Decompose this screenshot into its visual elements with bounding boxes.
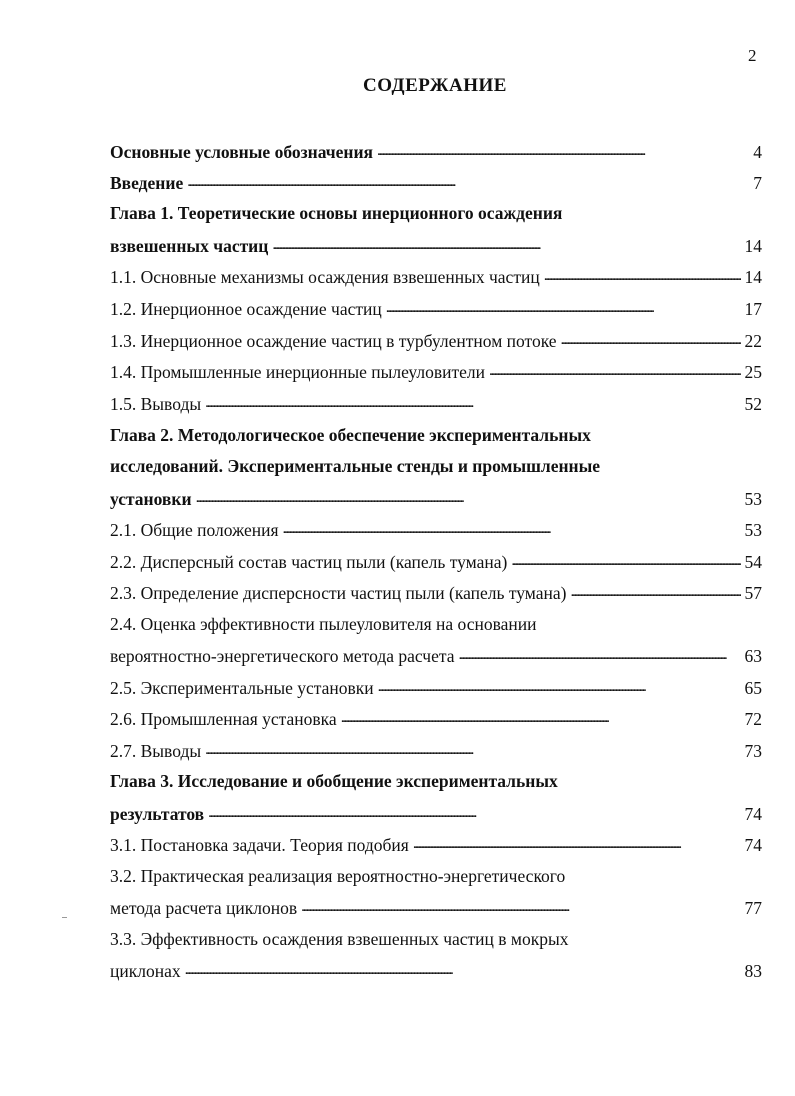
toc-entry-page: 7 [753, 173, 762, 193]
toc-entry-title: 2.7. Выводы [110, 741, 202, 761]
toc-leader-dots [561, 327, 741, 347]
toc-leader-dots [377, 138, 749, 158]
toc-entry-page: 14 [744, 236, 762, 256]
toc-entry-title: Глава 2. Методологическое обеспечение экспериментальных [110, 425, 591, 445]
toc-entry-page: 77 [744, 898, 762, 918]
toc-entry-page: 53 [744, 489, 762, 509]
toc-leader-dots [301, 894, 740, 914]
toc-entry-title: 1.2. Инерционное осаждение частиц [110, 299, 382, 319]
toc-entry-title: 1.5. Выводы [110, 394, 202, 414]
toc-entry-page: 52 [744, 394, 762, 414]
toc-entry-title: 2.2. Дисперсный состав частиц пыли (капель тумана) [110, 552, 508, 572]
toc-entry [110, 548, 762, 574]
toc-entry-page: 17 [744, 299, 762, 319]
toc-entry-page: 14 [744, 267, 762, 287]
toc-entry-title: исследований. Экспериментальные стенды и промышленные [110, 456, 601, 476]
toc-leader-dots [511, 548, 740, 568]
toc-entry-page: 73 [744, 741, 762, 761]
toc-entry-title: Введение [110, 173, 184, 193]
toc-entry-title: результатов [110, 804, 205, 824]
toc-entry-title: 2.5. Экспериментальные установки [110, 678, 374, 698]
toc-entry [110, 957, 762, 983]
toc-leader-dots [187, 169, 749, 189]
toc-entry-title: 1.1. Основные механизмы осаждения взвешенных частиц [110, 267, 540, 287]
toc-entry [110, 263, 762, 289]
toc-entry [110, 894, 762, 920]
toc-leader-dots [386, 295, 741, 315]
toc-entry [110, 516, 762, 542]
toc-entry [110, 327, 762, 353]
toc-entry-title: 3.1. Постановка задачи. Теория подобия [110, 835, 409, 855]
toc-entry [110, 358, 762, 384]
toc-entry-page: 25 [744, 362, 762, 382]
toc-entry [110, 200, 762, 226]
toc-leader-dots [378, 674, 741, 694]
toc-entry [110, 642, 762, 668]
toc-entry [110, 138, 762, 164]
toc-entry [110, 485, 762, 511]
toc-entry-page: 4 [753, 142, 762, 162]
toc-entry-title: 3.3. Эффективность осаждения взвешенных частиц в мокрых [110, 929, 569, 949]
toc-entry-title: 2.4. Оценка эффективности пылеуловителя на основании [110, 614, 537, 634]
toc-leader-dots [196, 485, 741, 505]
toc-entry [110, 422, 762, 448]
toc-leader-dots [283, 516, 741, 536]
toc-entry-title: метода расчета циклонов [110, 898, 298, 918]
toc-leader-dots [205, 390, 740, 410]
toc-leader-dots [185, 957, 741, 977]
toc-entry-title: 1.4. Промышленные инерционные пылеуловители [110, 362, 486, 382]
toc-entry [110, 831, 762, 857]
toc-leader-dots [208, 800, 740, 820]
toc-entry-title: Глава 3. Исследование и обобщение экспериментальных [110, 771, 558, 791]
toc-entry-page: 22 [744, 331, 762, 351]
toc-entry [110, 295, 762, 321]
toc-entry-title: Основные условные обозначения [110, 142, 374, 162]
toc-entry-title: Глава 1. Теоретические основы инерционного осаждения [110, 203, 563, 223]
toc-entry [110, 390, 762, 416]
toc-entry [110, 800, 762, 826]
scan-speck [62, 917, 67, 918]
toc-leader-dots [272, 232, 740, 252]
toc-entry [110, 737, 762, 763]
toc-entry-page: 54 [744, 552, 762, 572]
toc-entry [110, 611, 762, 637]
toc-entry-page: 74 [744, 804, 762, 824]
toc-entry-title: 1.3. Инерционное осаждение частиц в турбулентном потоке [110, 331, 557, 351]
toc-entry [110, 926, 762, 952]
toc-leader-dots [413, 831, 741, 851]
toc-entry-page: 72 [744, 709, 762, 729]
page-title: СОДЕРЖАНИЕ [363, 75, 507, 96]
toc-entry-page: 63 [744, 646, 762, 666]
toc-leader-dots [341, 705, 741, 725]
toc-entry-title: вероятностно-энергетического метода расчета [110, 646, 455, 666]
toc-entry-title: циклонах [110, 961, 181, 981]
toc-entry-page: 53 [744, 520, 762, 540]
toc-entry-page: 83 [744, 961, 762, 981]
toc-entry-page: 57 [744, 583, 762, 603]
toc-entry [110, 232, 762, 258]
toc-entry [110, 674, 762, 700]
toc-leader-dots [205, 737, 740, 757]
toc-leader-dots [544, 263, 741, 283]
toc-leader-dots [459, 642, 741, 662]
page-number: 2 [748, 46, 757, 65]
toc-entry-title: 3.2. Практическая реализация вероятностно-энергетического [110, 866, 566, 886]
toc-entry-title: 2.6. Промышленная установка [110, 709, 337, 729]
toc-entry-title: взвешенных частиц [110, 236, 269, 256]
toc-entry-title: установки [110, 489, 192, 509]
toc-entry [110, 453, 762, 479]
toc-entry-title: 2.3. Определение дисперсности частиц пыли (капель тумана) [110, 583, 567, 603]
toc-leader-dots [570, 579, 740, 599]
toc-entry [110, 169, 762, 195]
toc-entry-page: 65 [744, 678, 762, 698]
toc-entry [110, 863, 762, 889]
toc-entry-title: 2.1. Общие положения [110, 520, 279, 540]
toc-entry [110, 768, 762, 794]
toc-entry [110, 705, 762, 731]
toc-entry [110, 579, 762, 605]
toc-entry-page: 74 [744, 835, 762, 855]
toc-leader-dots [489, 358, 740, 378]
